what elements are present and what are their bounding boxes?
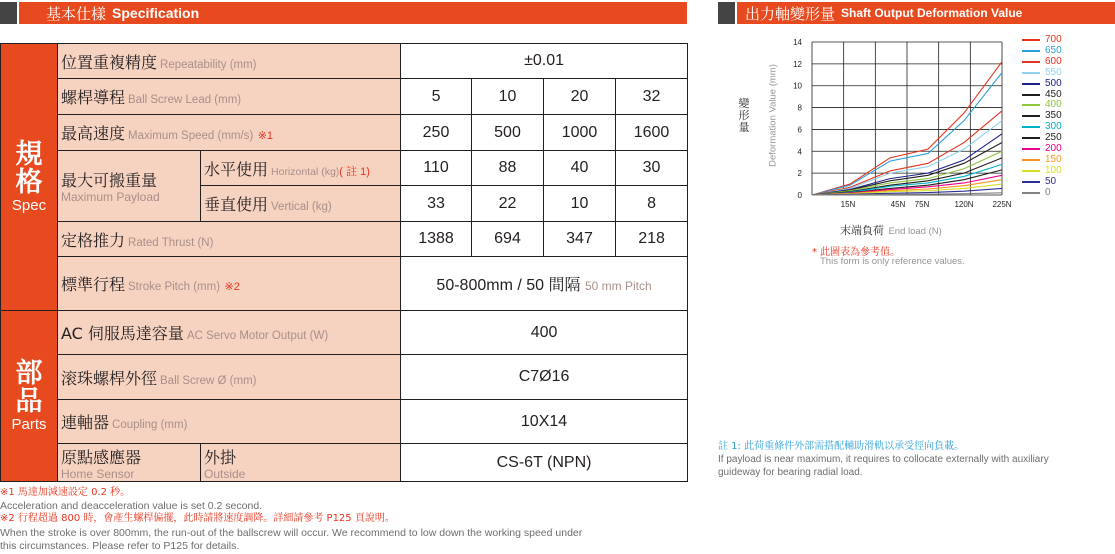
vertical-label <box>201 186 401 222</box>
y-tick-label: 12 <box>793 59 802 69</box>
horizontal-label <box>201 151 401 186</box>
section-marker <box>718 2 735 24</box>
legend-label: 550 <box>1045 66 1062 78</box>
thrust-label <box>58 222 401 257</box>
legend-item <box>1022 144 1062 154</box>
x-axis-label-en: End load (N) <box>888 226 942 237</box>
legend-label: 400 <box>1045 99 1062 111</box>
label-cn: 原點感應器 <box>61 447 142 467</box>
category-char: 規 <box>15 138 43 170</box>
value-text: 50-800mm / 50 <box>436 277 545 294</box>
legend-item <box>1022 177 1056 187</box>
table-row <box>1 79 688 115</box>
y-tick-label: 14 <box>793 38 802 47</box>
thrust-value: 347 <box>544 222 616 257</box>
stroke-label <box>58 257 401 311</box>
y-tick-label: 8 <box>797 103 802 113</box>
label-en: Maximum Payload <box>61 190 160 204</box>
legend-label: 250 <box>1045 132 1062 144</box>
label-en: Stroke Pitch (mm) <box>128 281 221 293</box>
table-row <box>1 115 688 151</box>
footnote-2-cn: ※2 行程超過 800 時，會產生螺桿偏擺，此時請將速度調降。詳細請參考 P125 頁說明。 <box>0 513 395 524</box>
horizontal-value: 30 <box>616 151 688 186</box>
legend-swatch <box>1022 50 1040 52</box>
repeatability-label <box>58 44 401 79</box>
table-row <box>1 311 688 355</box>
lead-value: 10 <box>472 79 544 115</box>
y-axis-label-cn: 變形量 <box>738 97 750 134</box>
legend-swatch <box>1022 39 1040 41</box>
label-en: Rated Thrust (N) <box>128 236 214 249</box>
legend-item <box>1022 90 1062 100</box>
label-en: Ball Screw Ø (mm) <box>160 374 257 387</box>
sensor-value: CS-6T (NPN) <box>401 444 688 482</box>
label-en: Home Sensor <box>61 466 135 481</box>
spec-table <box>0 43 688 482</box>
table-row <box>1 257 688 311</box>
note-1-en-line1: If payload is near maximum, it requires to collocate externally with auxiliary <box>718 454 1049 465</box>
y-tick-label: 6 <box>797 125 802 135</box>
lead-value: 20 <box>544 79 616 115</box>
legend-swatch <box>1022 104 1040 106</box>
thrust-value: 218 <box>616 222 688 257</box>
legend-swatch <box>1022 115 1040 117</box>
label-cn: 位置重複精度 <box>61 52 158 72</box>
label-cn: 連軸器 <box>61 413 110 432</box>
y-tick-label: 10 <box>793 81 802 91</box>
footnote-mark: ※2 <box>224 281 240 293</box>
legend-swatch <box>1022 170 1040 172</box>
legend-swatch <box>1022 61 1040 63</box>
legend-swatch <box>1022 181 1040 183</box>
legend-label: 150 <box>1045 153 1062 165</box>
legend-item <box>1022 155 1062 165</box>
screw-label <box>58 355 401 400</box>
horizontal-value: 40 <box>544 151 616 186</box>
value-text: 間隔 <box>548 275 581 294</box>
category-en: Spec <box>11 196 47 214</box>
label-en: Coupling (mm) <box>112 419 188 431</box>
stroke-value <box>401 257 688 311</box>
legend-item <box>1022 46 1062 56</box>
y-tick-label: 2 <box>797 169 802 179</box>
max-speed-value: 250 <box>401 115 472 151</box>
sensor-label <box>58 444 201 482</box>
label-en: Vertical (kg) <box>271 201 332 213</box>
legend-label: 300 <box>1045 121 1062 133</box>
legend-label: 600 <box>1045 55 1062 67</box>
footnote-1-en: Acceleration and deacceleration value is set 0.2 second. <box>0 500 263 512</box>
label-cn: 最大可搬重量 <box>61 171 158 190</box>
legend-label: 350 <box>1045 110 1062 122</box>
footnote-2-en-line1: When the stroke is over 800mm, the run-out of the ballscrew will occur. We recommend to low down the working speed under <box>0 527 583 539</box>
label-en: Ball Screw Lead (mm) <box>128 94 242 106</box>
footnote-mark: ( 註 1) <box>339 165 370 178</box>
spec-category <box>1 44 58 311</box>
legend-item <box>1022 122 1062 132</box>
vertical-value: 10 <box>544 186 616 222</box>
screw-value: C7Ø16 <box>401 355 688 400</box>
value-subtext: 50 mm Pitch <box>584 279 652 293</box>
label-cn: 水平使用 <box>204 159 269 179</box>
label-en: Horizontal (kg) <box>271 165 340 178</box>
legend-swatch <box>1022 148 1040 150</box>
label-cn: 最高速度 <box>61 124 126 143</box>
legend-item <box>1022 166 1062 176</box>
table-row <box>1 44 688 79</box>
spec-section-header <box>19 2 687 24</box>
legend-label: 650 <box>1045 44 1062 56</box>
y-tick-label: 4 <box>797 147 802 157</box>
horizontal-value: 88 <box>472 151 544 186</box>
legend-label: 700 <box>1045 34 1062 45</box>
note-1-en <box>718 453 1049 479</box>
lead-label <box>58 79 401 115</box>
spec-title-en: Specification <box>112 5 200 21</box>
table-row <box>1 222 688 257</box>
note-1-cn: 註 1: 此荷重條件外部需搭配輔助滑軌以承受徑向負載。 <box>718 441 965 452</box>
chart-grid <box>812 42 1002 195</box>
footnote-1-cn: ※1 馬達加減速設定 0.2 秒。 <box>0 487 131 498</box>
label-en: AC Servo Motor Output (W) <box>186 330 329 342</box>
label-cn: 外掛 <box>204 447 237 467</box>
label-cn: AC 伺服馬達容量 <box>61 324 184 343</box>
legend-item <box>1022 111 1062 121</box>
x-axis-label-cn: 末端負荷 <box>840 224 884 237</box>
legend-swatch <box>1022 159 1040 161</box>
x-tick-label: 15N <box>840 200 856 209</box>
x-tick-label: 45N <box>890 200 906 209</box>
parts-category <box>1 311 58 482</box>
section-marker <box>0 2 17 24</box>
label-en: Maximum Speed (mm/s) <box>128 130 254 142</box>
legend-item <box>1022 57 1062 67</box>
legend-label: 200 <box>1045 143 1062 154</box>
label-cn: 定格推力 <box>61 230 126 250</box>
legend-item <box>1022 133 1062 143</box>
max-speed-label <box>58 115 401 151</box>
legend-label: 100 <box>1045 164 1062 176</box>
motor-label <box>58 311 401 355</box>
table-row <box>1 355 688 400</box>
x-tick-label: 75N <box>914 200 930 209</box>
legend-label: 450 <box>1045 88 1062 100</box>
legend-swatch <box>1022 94 1040 96</box>
vertical-value: 33 <box>401 186 472 222</box>
lead-value: 32 <box>616 79 688 115</box>
motor-value: 400 <box>401 311 688 355</box>
vertical-value: 22 <box>472 186 544 222</box>
legend-swatch <box>1022 126 1040 128</box>
chart-ref-note-en: This form is only reference values. <box>820 256 965 267</box>
coupling-value: 10X14 <box>401 400 688 444</box>
label-cn: 螺桿導程 <box>61 88 126 107</box>
x-axis-label <box>840 221 942 239</box>
label-cn: 滚珠螺桿外徑 <box>61 368 158 388</box>
max-speed-value: 1600 <box>616 115 688 151</box>
legend-label: 50 <box>1045 175 1057 187</box>
max-speed-value: 1000 <box>544 115 616 151</box>
horizontal-value: 110 <box>401 151 472 186</box>
chart-title-cn: 出力軸變形量 <box>745 4 836 23</box>
legend-label: 0 <box>1045 186 1051 198</box>
x-tick-label: 120N <box>954 200 974 209</box>
x-tick-label: 225N <box>992 200 1012 209</box>
table-row <box>1 151 688 186</box>
thrust-value: 694 <box>472 222 544 257</box>
category-char: 品 <box>15 385 43 417</box>
footnote-mark: ※1 <box>257 130 274 142</box>
legend-item <box>1022 79 1062 89</box>
chart-ref-note-cn: * 此圖表為參考值。 <box>812 247 901 258</box>
sensor-sub-label <box>201 444 401 482</box>
lead-value: 5 <box>401 79 472 115</box>
category-en: Parts <box>11 415 47 433</box>
label-en: Outside <box>204 466 246 481</box>
y-axis-label-en: Deformation Value (mm) <box>767 64 779 167</box>
table-row <box>1 444 688 482</box>
chart-section-header <box>737 2 1115 24</box>
table-row <box>1 400 688 444</box>
legend-swatch <box>1022 72 1040 74</box>
coupling-label <box>58 400 401 444</box>
legend-label: 500 <box>1045 77 1062 89</box>
thrust-value: 1388 <box>401 222 472 257</box>
legend-swatch <box>1022 83 1040 85</box>
legend-swatch <box>1022 192 1040 194</box>
category-char: 格 <box>15 166 43 198</box>
label-en: Repeatability (mm) <box>160 58 257 71</box>
chart-title-en: Shaft Output Deformation Value <box>841 6 1023 20</box>
spec-title-cn: 基本仕樣 <box>46 4 107 23</box>
label-cn: 垂直使用 <box>204 195 269 214</box>
legend-item <box>1022 35 1062 45</box>
label-cn: 標準行程 <box>61 275 126 294</box>
legend-item <box>1022 100 1062 110</box>
category-char: 部 <box>15 357 43 389</box>
note-1-en-line2: guideway for bearing radial load. <box>718 467 863 478</box>
y-tick-label: 0 <box>797 191 802 200</box>
deformation-chart <box>720 30 1020 240</box>
footnote-2-en-line2: this circumstances. Please refer to P125 for details. <box>0 540 240 552</box>
vertical-value: 8 <box>616 186 688 222</box>
max-speed-value: 500 <box>472 115 544 151</box>
legend-item <box>1022 68 1062 78</box>
repeatability-value: ±0.01 <box>401 44 688 79</box>
payload-label <box>58 151 201 222</box>
legend-swatch <box>1022 137 1040 139</box>
legend-item <box>1022 188 1051 198</box>
